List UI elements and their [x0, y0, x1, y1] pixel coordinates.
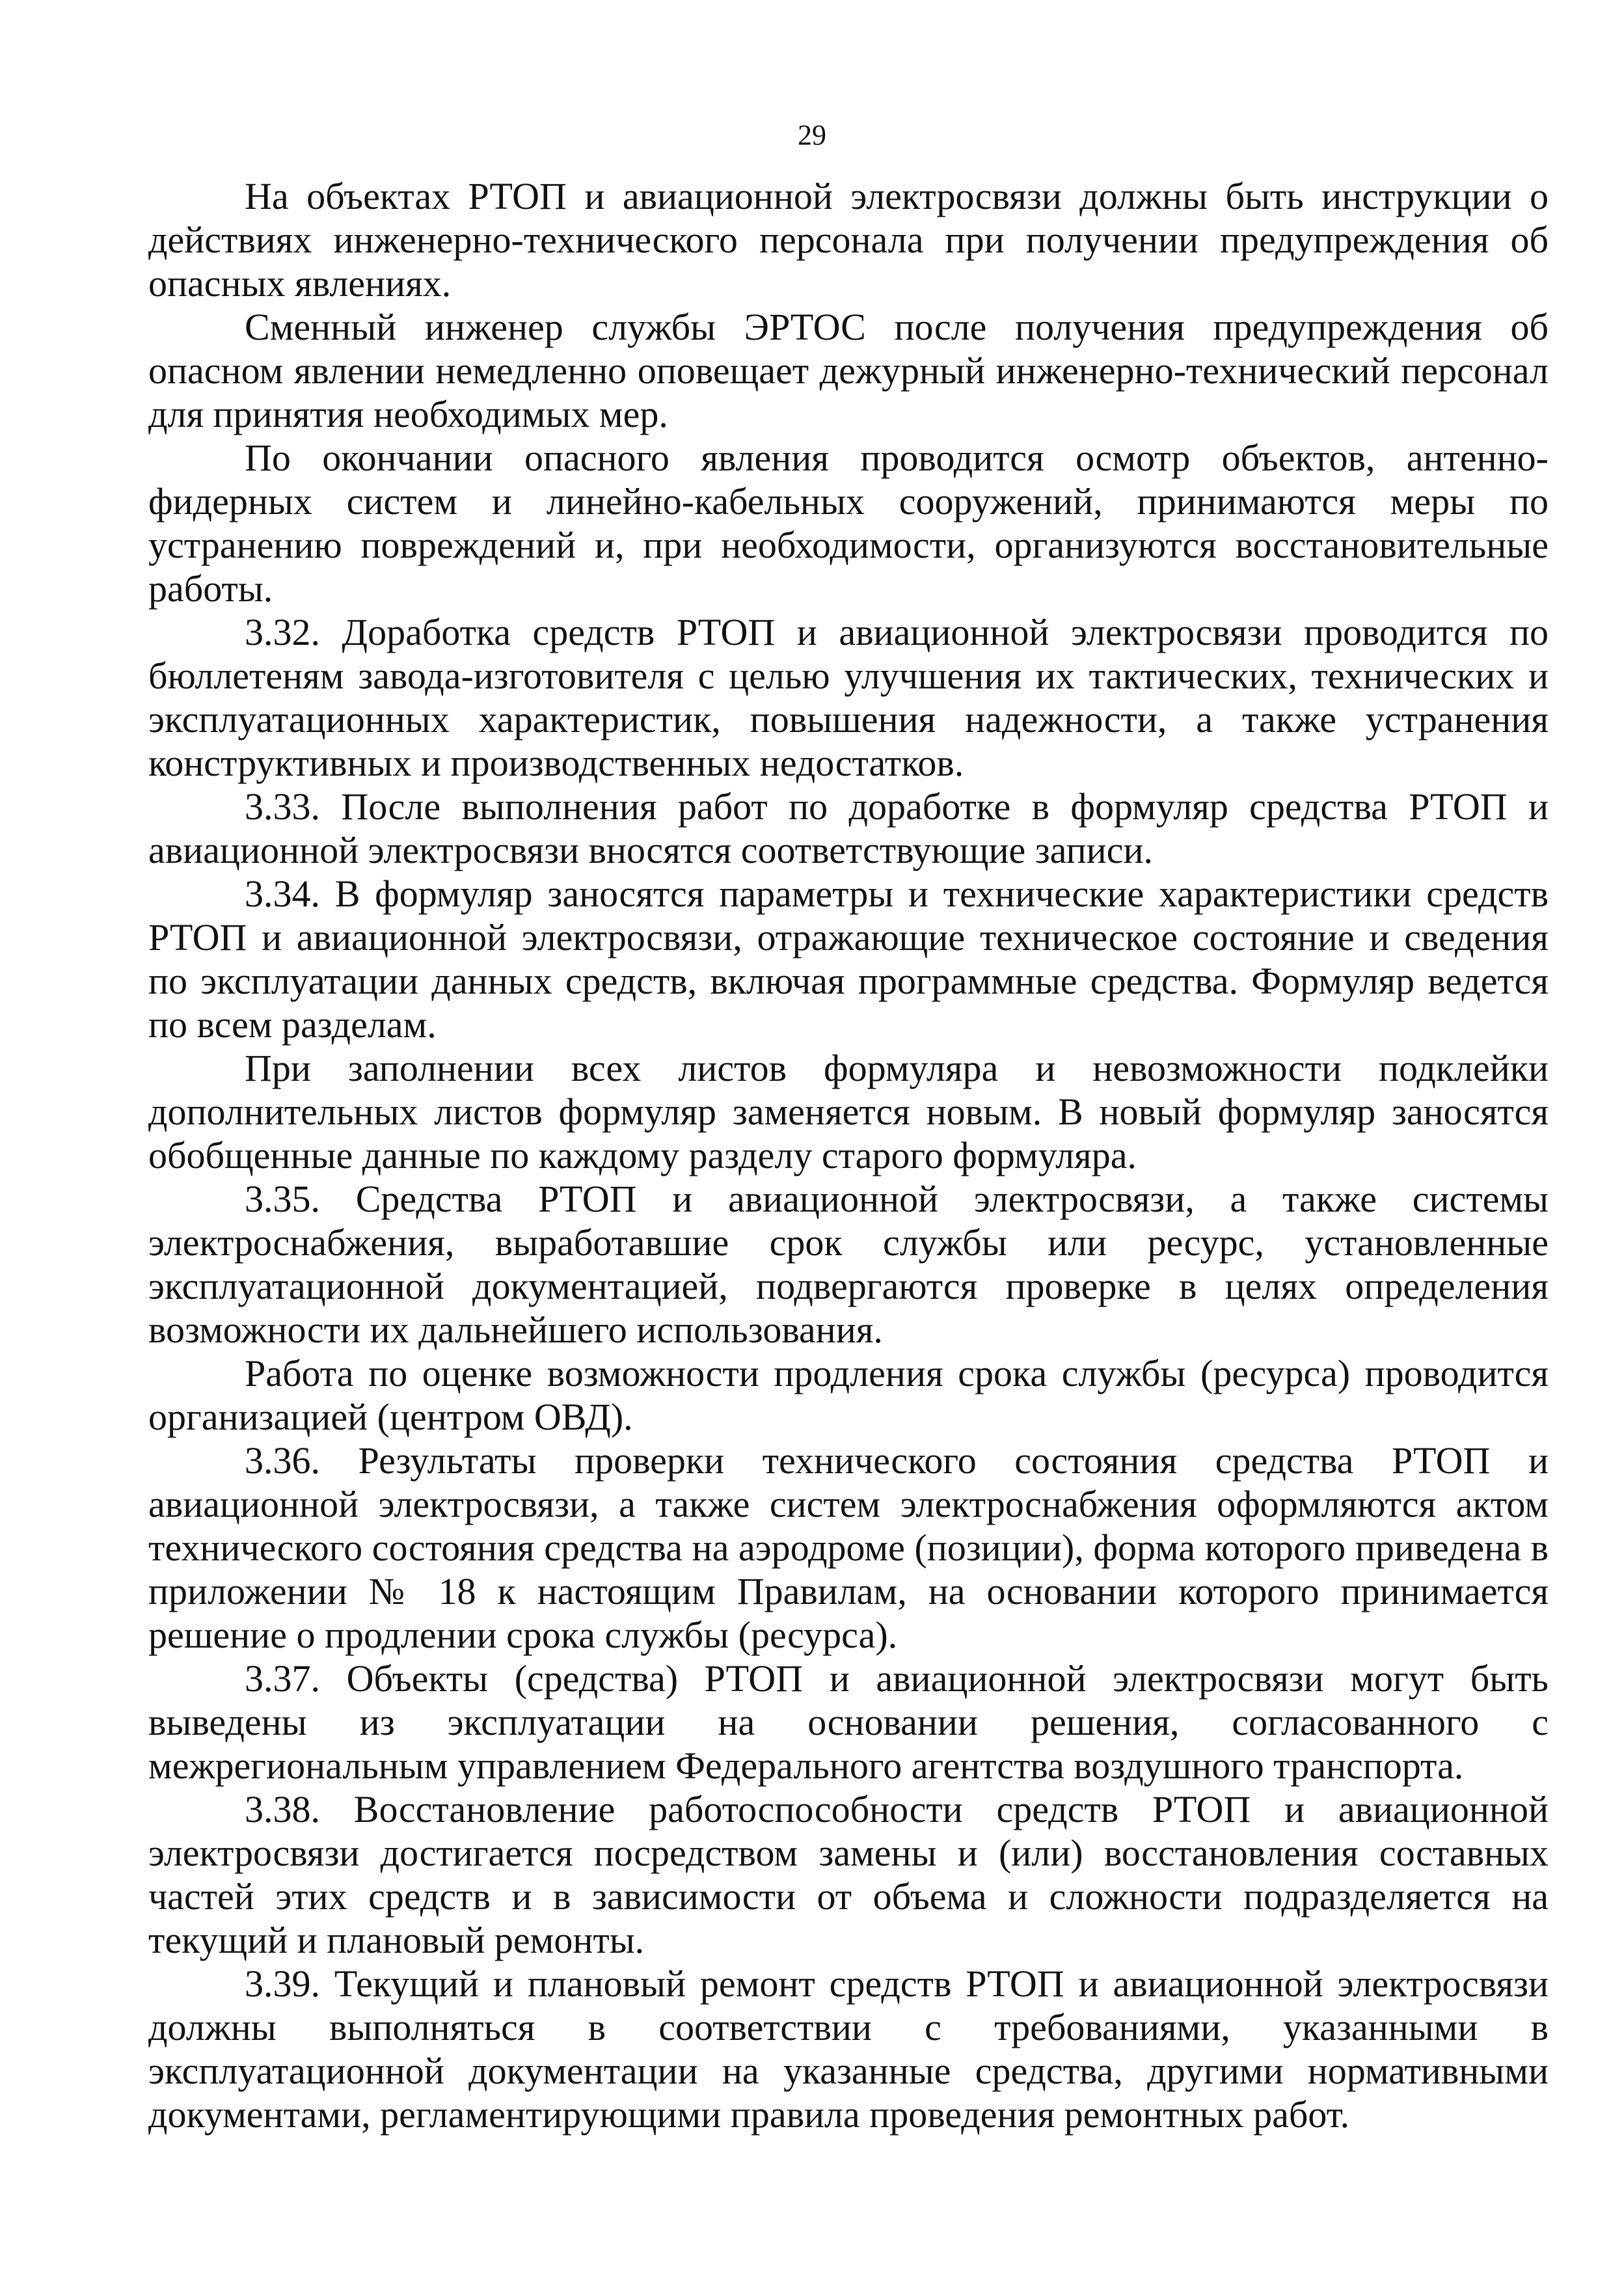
paragraph: При заполнении всех листов формуляра и невозможности подклейки дополнительных листов формуляр заменяется новым. В новый формуляр заносятся обобщенные данные по каждому разделу старого формуляра.: [148, 1047, 1549, 1176]
paragraph: На объектах РТОП и авиационной электросвязи должны быть инструкции о действиях инженерно-технического персонала при получении предупреждения об опасных явлениях.: [148, 175, 1549, 305]
clause-3-34: 3.34. В формуляр заносятся параметры и технические характеристики средств РТОП и авиационной электросвязи, отражающие техническое состояние и сведения по эксплуатации данных средств, включая программные средства. Формуляр ведется по всем разделам.: [148, 873, 1549, 1046]
clause-3-32: 3.32. Доработка средств РТОП и авиационной электросвязи проводится по бюллетеням завода-изготовителя с целью улучшения их тактических, технических и эксплуатационных характеристик, повышения надежности, а также устранения конструктивных и производственных недостатков.: [148, 611, 1549, 784]
clause-3-35: 3.35. Средства РТОП и авиационной электросвязи, а также системы электроснабжения, выработавшие срок службы или ресурс, установленные эксплуатационной документацией, подвергаются проверке в целях определения возможности их дальнейшего использования.: [148, 1178, 1549, 1351]
clause-3-37: 3.37. Объекты (средства) РТОП и авиационной электросвязи могут быть выведены из эксплуатации на основании решения, согласованного с межрегиональным управлением Федерального агентства воздушного транспорта.: [148, 1657, 1549, 1787]
clause-3-38: 3.38. Восстановление работоспособности средств РТОП и авиационной электросвязи достигается посредством замены и (или) восстановления составных частей этих средств и в зависимости от объема и сложности подразделяется на текущий и плановый ремонты.: [148, 1788, 1549, 1961]
paragraph: Работа по оценке возможности продления срока службы (ресурса) проводится организацией (центром ОВД).: [148, 1352, 1549, 1438]
clause-3-33: 3.33. После выполнения работ по доработке в формуляр средства РТОП и авиационной электросвязи вносятся соответствующие записи.: [148, 785, 1549, 871]
paragraph: По окончании опасного явления проводится осмотр объектов, антенно-фидерных систем и линейно-кабельных сооружений, принимаются меры по устранению повреждений и, при необходимости, организуются восстановительные работы.: [148, 437, 1549, 610]
page-number: 29: [798, 119, 826, 151]
paragraph: Сменный инженер службы ЭРТОС после получения предупреждения об опасном явлении немедленно оповещает дежурный инженерно-технический персонал для принятия необходимых мер.: [148, 306, 1549, 435]
clause-3-36: 3.36. Результаты проверки технического состояния средства РТОП и авиационной электросвязи, а также систем электроснабжения оформляются актом технического состояния средства на аэродроме (позиции), форма которого приведена в приложении № 18 к настоящим Правилам, на основании которого принимается решение о продлении срока службы (ресурса).: [148, 1439, 1549, 1656]
clause-3-39: 3.39. Текущий и плановый ремонт средств РТОП и авиационной электросвязи должны выполняться в соответствии с требованиями, указанными в эксплуатационной документации на указанные средства, другими нормативными документами, регламентирующими правила проведения ремонтных работ.: [148, 1963, 1549, 2136]
document-body: [148, 174, 1549, 2136]
